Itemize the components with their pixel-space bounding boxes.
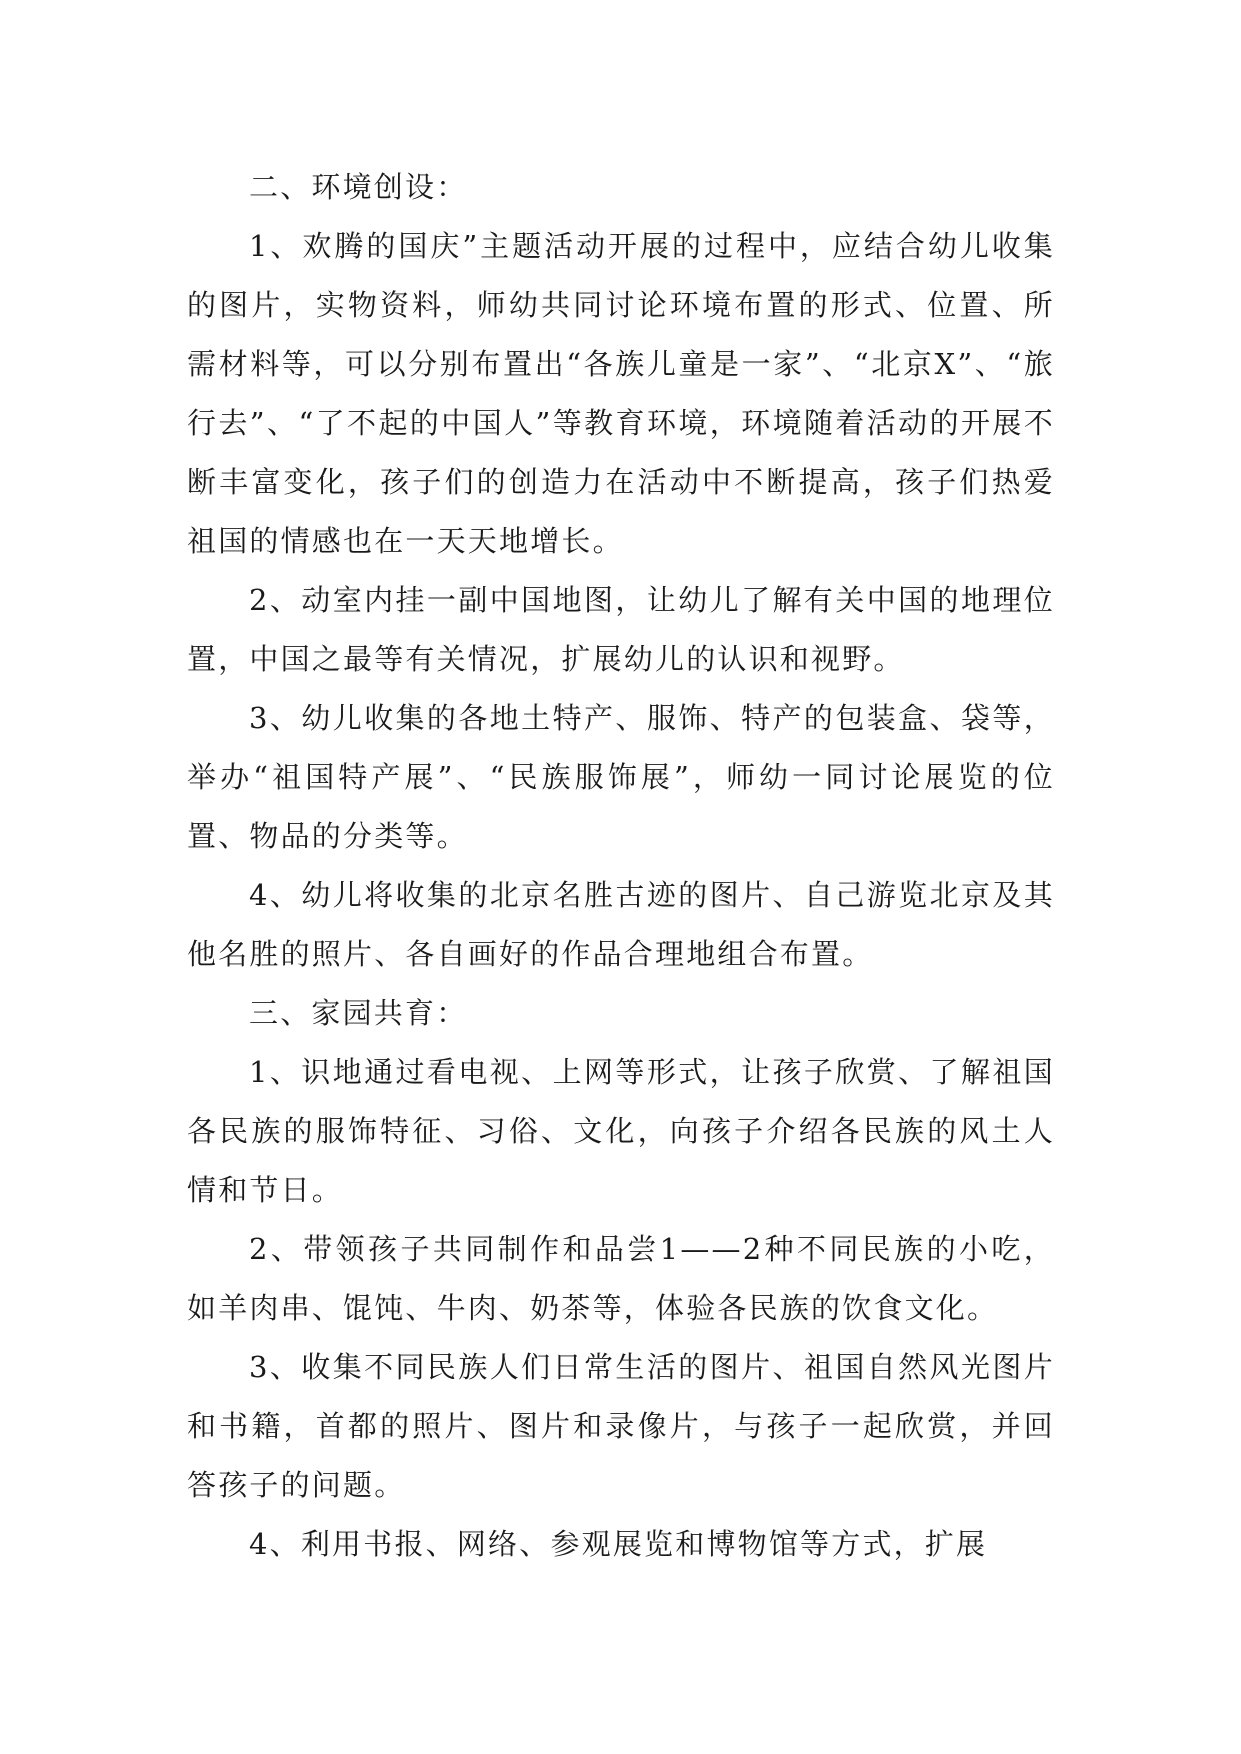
paragraph: 2、动室内挂一副中国地图，让幼儿了解有关中国的地理位置，中国之最等有关情况，扩展幼儿的认识和视野。 — [187, 583, 1055, 676]
paragraph: 4、利用书报、网络、参观展览和博物馆等方式，扩展 — [249, 1527, 988, 1561]
paragraph: 3、幼儿收集的各地土特产、服饰、特产的包装盒、袋等，举办“祖国特产展”、“民族服饰展”，师幼一同讨论展览的位置、物品的分类等。 — [187, 701, 1055, 853]
section-heading-environment: 二、环境创设： — [249, 170, 468, 204]
document-body — [187, 158, 1055, 1574]
paragraph: 1、识地通过看电视、上网等形式，让孩子欣赏、了解祖国各民族的服饰特征、习俗、文化，向孩子介绍各民族的风土人情和节日。 — [187, 1055, 1055, 1207]
section-heading-home-school: 三、家园共育： — [249, 996, 468, 1030]
paragraph: 3、收集不同民族人们日常生活的图片、祖国自然风光图片和书籍，首都的照片、图片和录像片，与孩子一起欣赏，并回答孩子的问题。 — [187, 1350, 1055, 1502]
paragraph: 2、带领孩子共同制作和品尝1——2种不同民族的小吃，如羊肉串、馄饨、牛肉、奶茶等，体验各民族的饮食文化。 — [187, 1232, 1055, 1325]
paragraph: 4、幼儿将收集的北京名胜古迹的图片、自己游览北京及其他名胜的照片、各自画好的作品合理地组合布置。 — [187, 878, 1055, 971]
paragraph: 1、欢腾的国庆”主题活动开展的过程中，应结合幼儿收集的图片，实物资料，师幼共同讨论环境布置的形式、位置、所需材料等，可以分别布置出“各族儿童是一家”、“北京X”、“旅行去”、“了不起的中国人”等教育环境，环境随着活动的开展不断丰富变化，孩子们的创造力在活动中不断提高，孩子们热爱祖国的情感也在一天天地增长。 — [187, 229, 1055, 558]
